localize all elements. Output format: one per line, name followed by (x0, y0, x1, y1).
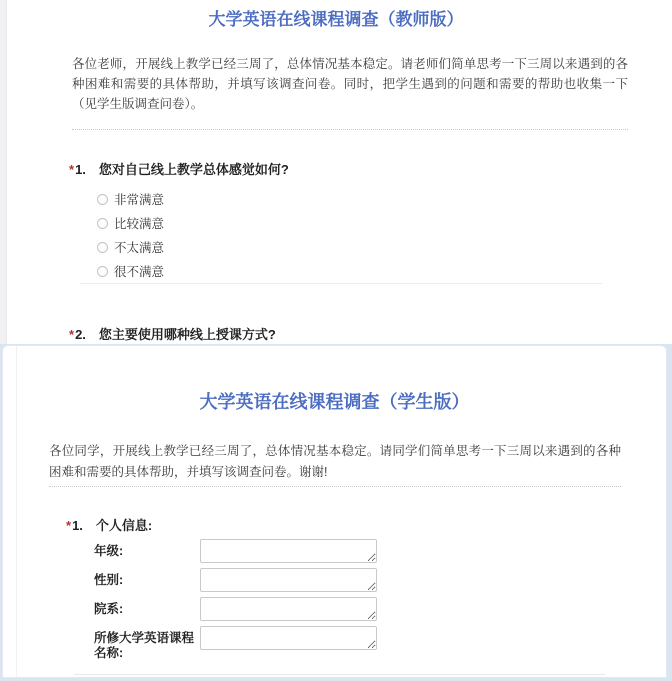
radio-option-not-very-satisfied[interactable] (97, 235, 289, 259)
required-asterisk: * (69, 162, 75, 177)
question-number: 1. (75, 162, 86, 177)
student-survey-title: 大学英语在线课程调查（学生版） (199, 392, 470, 412)
question-2-title (69, 324, 276, 343)
student-survey-page (0, 344, 672, 681)
student-survey-card (2, 345, 667, 678)
question-text: 您对自己线上教学总体感觉如何? (98, 162, 289, 177)
teacher-question-1 (69, 159, 289, 283)
radio-button-icon[interactable] (97, 266, 108, 277)
personal-info-form (94, 539, 377, 666)
section-divider (49, 486, 621, 487)
course-name-field-label: 所修大学英语课程名称: (94, 631, 195, 660)
teacher-survey-title: 大学英语在线课程调查（教师版） (208, 10, 464, 29)
department-field-label: 院系: (94, 602, 124, 616)
question-number: 1. (72, 518, 83, 533)
student-question-1-title (66, 515, 152, 534)
field-row-gender (94, 568, 377, 592)
grade-input[interactable] (200, 539, 377, 563)
teacher-question-2 (69, 324, 276, 343)
radio-option-label: 比较满意 (114, 217, 165, 231)
field-row-department (94, 597, 377, 621)
section-divider (72, 129, 628, 130)
radio-button-icon[interactable] (97, 194, 108, 205)
department-input[interactable] (200, 597, 377, 621)
radio-option-label: 很不满意 (114, 265, 165, 279)
radio-option-very-satisfied[interactable] (97, 187, 289, 211)
course-name-input[interactable] (200, 626, 377, 650)
radio-option-label: 非常满意 (114, 193, 165, 207)
question-divider (80, 283, 602, 284)
question-1-options (97, 187, 289, 283)
gender-field-label: 性别: (94, 573, 124, 587)
field-row-course-name (94, 626, 377, 661)
question-text: 个人信息: (95, 518, 153, 533)
grade-field-label: 年级: (94, 544, 124, 558)
question-text: 您主要使用哪种线上授课方式? (98, 327, 276, 342)
question-number: 2. (75, 327, 86, 342)
gender-input[interactable] (200, 568, 377, 592)
radio-option-label: 不太满意 (114, 241, 165, 255)
question-1-title (69, 159, 289, 178)
radio-button-icon[interactable] (97, 218, 108, 229)
required-asterisk: * (66, 518, 72, 533)
radio-option-very-dissatisfied[interactable] (97, 259, 289, 283)
required-asterisk: * (69, 327, 75, 342)
page-left-margin (0, 0, 7, 344)
field-row-grade (94, 539, 377, 563)
student-survey-intro: 各位同学，开展线上教学已经三周了，总体情况基本稳定。请同学们简单思考一下三周以来遇到的各种困难和需要的具体帮助，并填写该调查问卷。谢谢! (49, 444, 621, 479)
radio-option-fairly-satisfied[interactable] (97, 211, 289, 235)
question-divider (74, 674, 605, 675)
radio-button-icon[interactable] (97, 242, 108, 253)
teacher-survey-intro: 各位老师，开展线上教学已经三周了，总体情况基本稳定。请老师们简单思考一下三周以来遇到的各种困难和需要的具体帮助，并填写该调查问卷。同时，把学生遇到的问题和需要的帮助也收集一下（见学生版调查问卷）。 (72, 57, 628, 111)
